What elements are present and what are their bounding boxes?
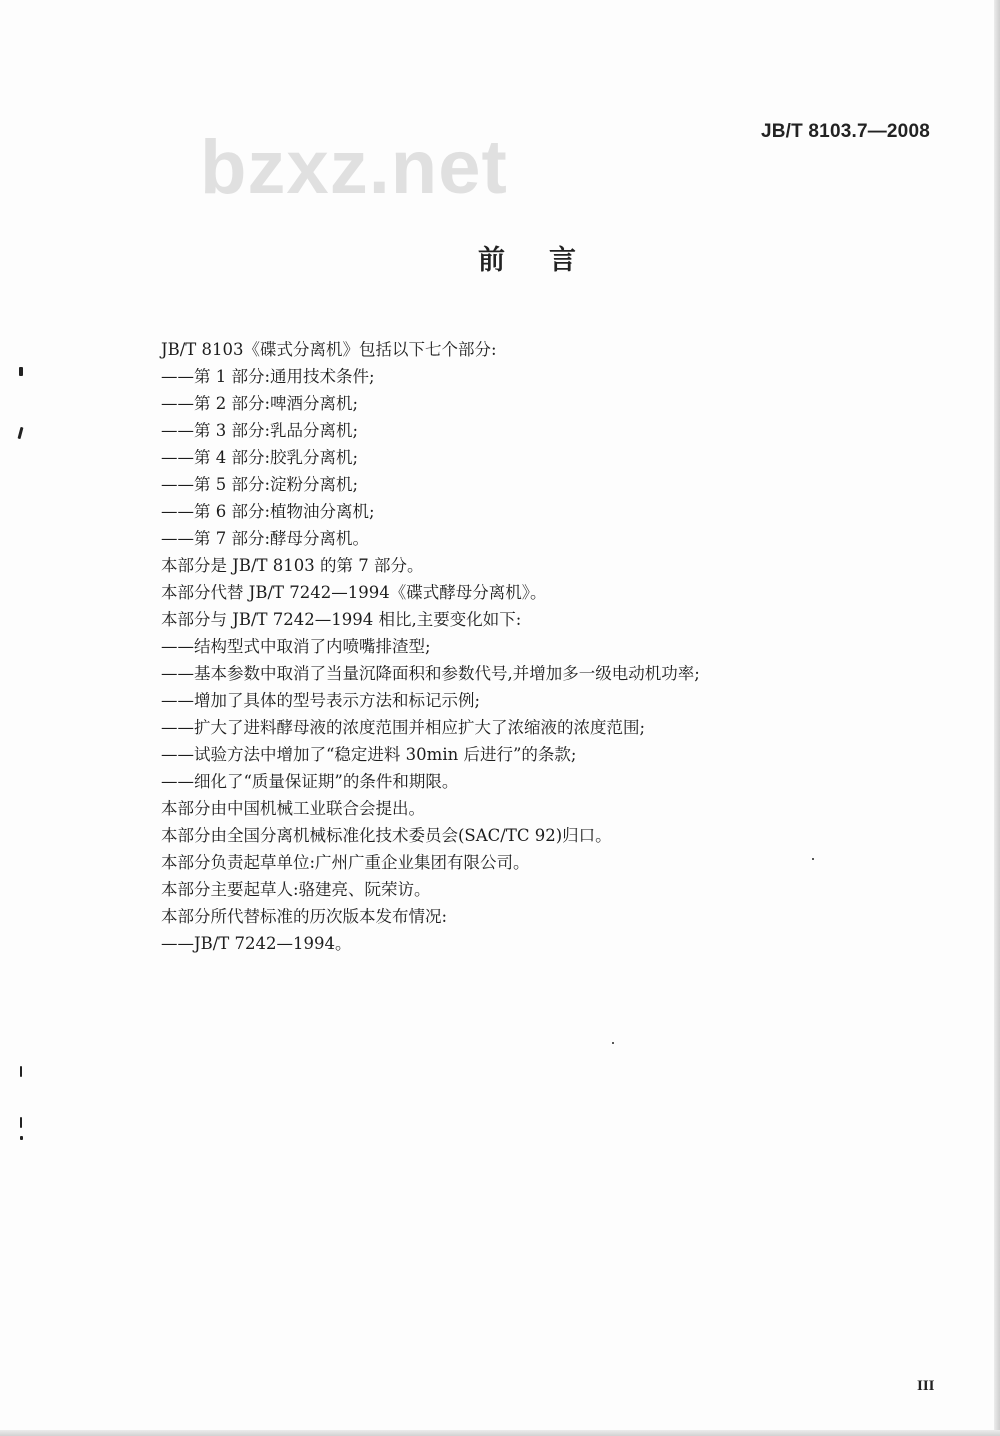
standard-number: JB/T 8103.7—2008 xyxy=(760,121,930,142)
page-title: 前言 xyxy=(478,245,620,276)
scan-speck xyxy=(612,1042,614,1044)
list-item: ——第 6 部分:植物油分离机; xyxy=(161,502,375,521)
list-item: ——第 2 部分:啤酒分离机; xyxy=(161,394,359,413)
body-line: JB/T 8103《碟式分离机》包括以下七个部分: xyxy=(161,340,497,359)
body-line: 本部分由中国机械工业联合会提出。 xyxy=(161,799,425,818)
body-line: 本部分主要起草人:骆建亮、阮荣访。 xyxy=(161,880,431,899)
scan-speck xyxy=(19,367,23,376)
body-line: 本部分是 JB/T 8103 的第 7 部分。 xyxy=(161,556,424,575)
page-number: III xyxy=(917,1378,935,1394)
scan-speck xyxy=(812,858,814,860)
watermark: bzxz.net xyxy=(200,125,508,210)
page-edge-shadow-right xyxy=(994,0,1000,1436)
list-item: ——第 1 部分:通用技术条件; xyxy=(161,367,375,386)
foreword-body xyxy=(161,336,961,957)
body-line: 本部分由全国分离机械标准化技术委员会(SAC/TC 92)归口。 xyxy=(161,826,612,845)
list-item: ——第 7 部分:酵母分离机。 xyxy=(161,529,370,548)
list-item: ——扩大了进料酵母液的浓度范围并相应扩大了浓缩液的浓度范围; xyxy=(161,718,646,737)
list-item: ——结构型式中取消了内喷嘴排渣型; xyxy=(161,637,431,656)
body-line: 本部分代替 JB/T 7242—1994《碟式酵母分离机》。 xyxy=(161,583,547,602)
page-edge-shadow-bottom xyxy=(0,1430,1000,1436)
body-line: 本部分负责起草单位:广州广重企业集团有限公司。 xyxy=(161,853,530,872)
list-item: ——JB/T 7242—1994。 xyxy=(161,934,352,953)
scan-speck xyxy=(20,1117,22,1128)
list-item: ——试验方法中增加了“稳定进料 30min 后进行”的条款; xyxy=(161,745,577,764)
scan-speck xyxy=(20,1136,23,1140)
list-item: ——第 3 部分:乳品分离机; xyxy=(161,421,359,440)
list-item: ——第 4 部分:胶乳分离机; xyxy=(161,448,359,467)
body-line: 本部分所代替标准的历次版本发布情况: xyxy=(161,907,448,926)
list-item: ——细化了“质量保证期”的条件和期限。 xyxy=(161,772,459,791)
list-item: ——基本参数中取消了当量沉降面积和参数代号,并增加多一级电动机功率; xyxy=(161,664,700,683)
scan-speck xyxy=(20,1066,22,1077)
list-item: ——增加了具体的型号表示方法和标记示例; xyxy=(161,691,481,710)
scan-speck xyxy=(17,427,23,439)
body-line: 本部分与 JB/T 7242—1994 相比,主要变化如下: xyxy=(161,610,522,629)
list-item: ——第 5 部分:淀粉分离机; xyxy=(161,475,359,494)
